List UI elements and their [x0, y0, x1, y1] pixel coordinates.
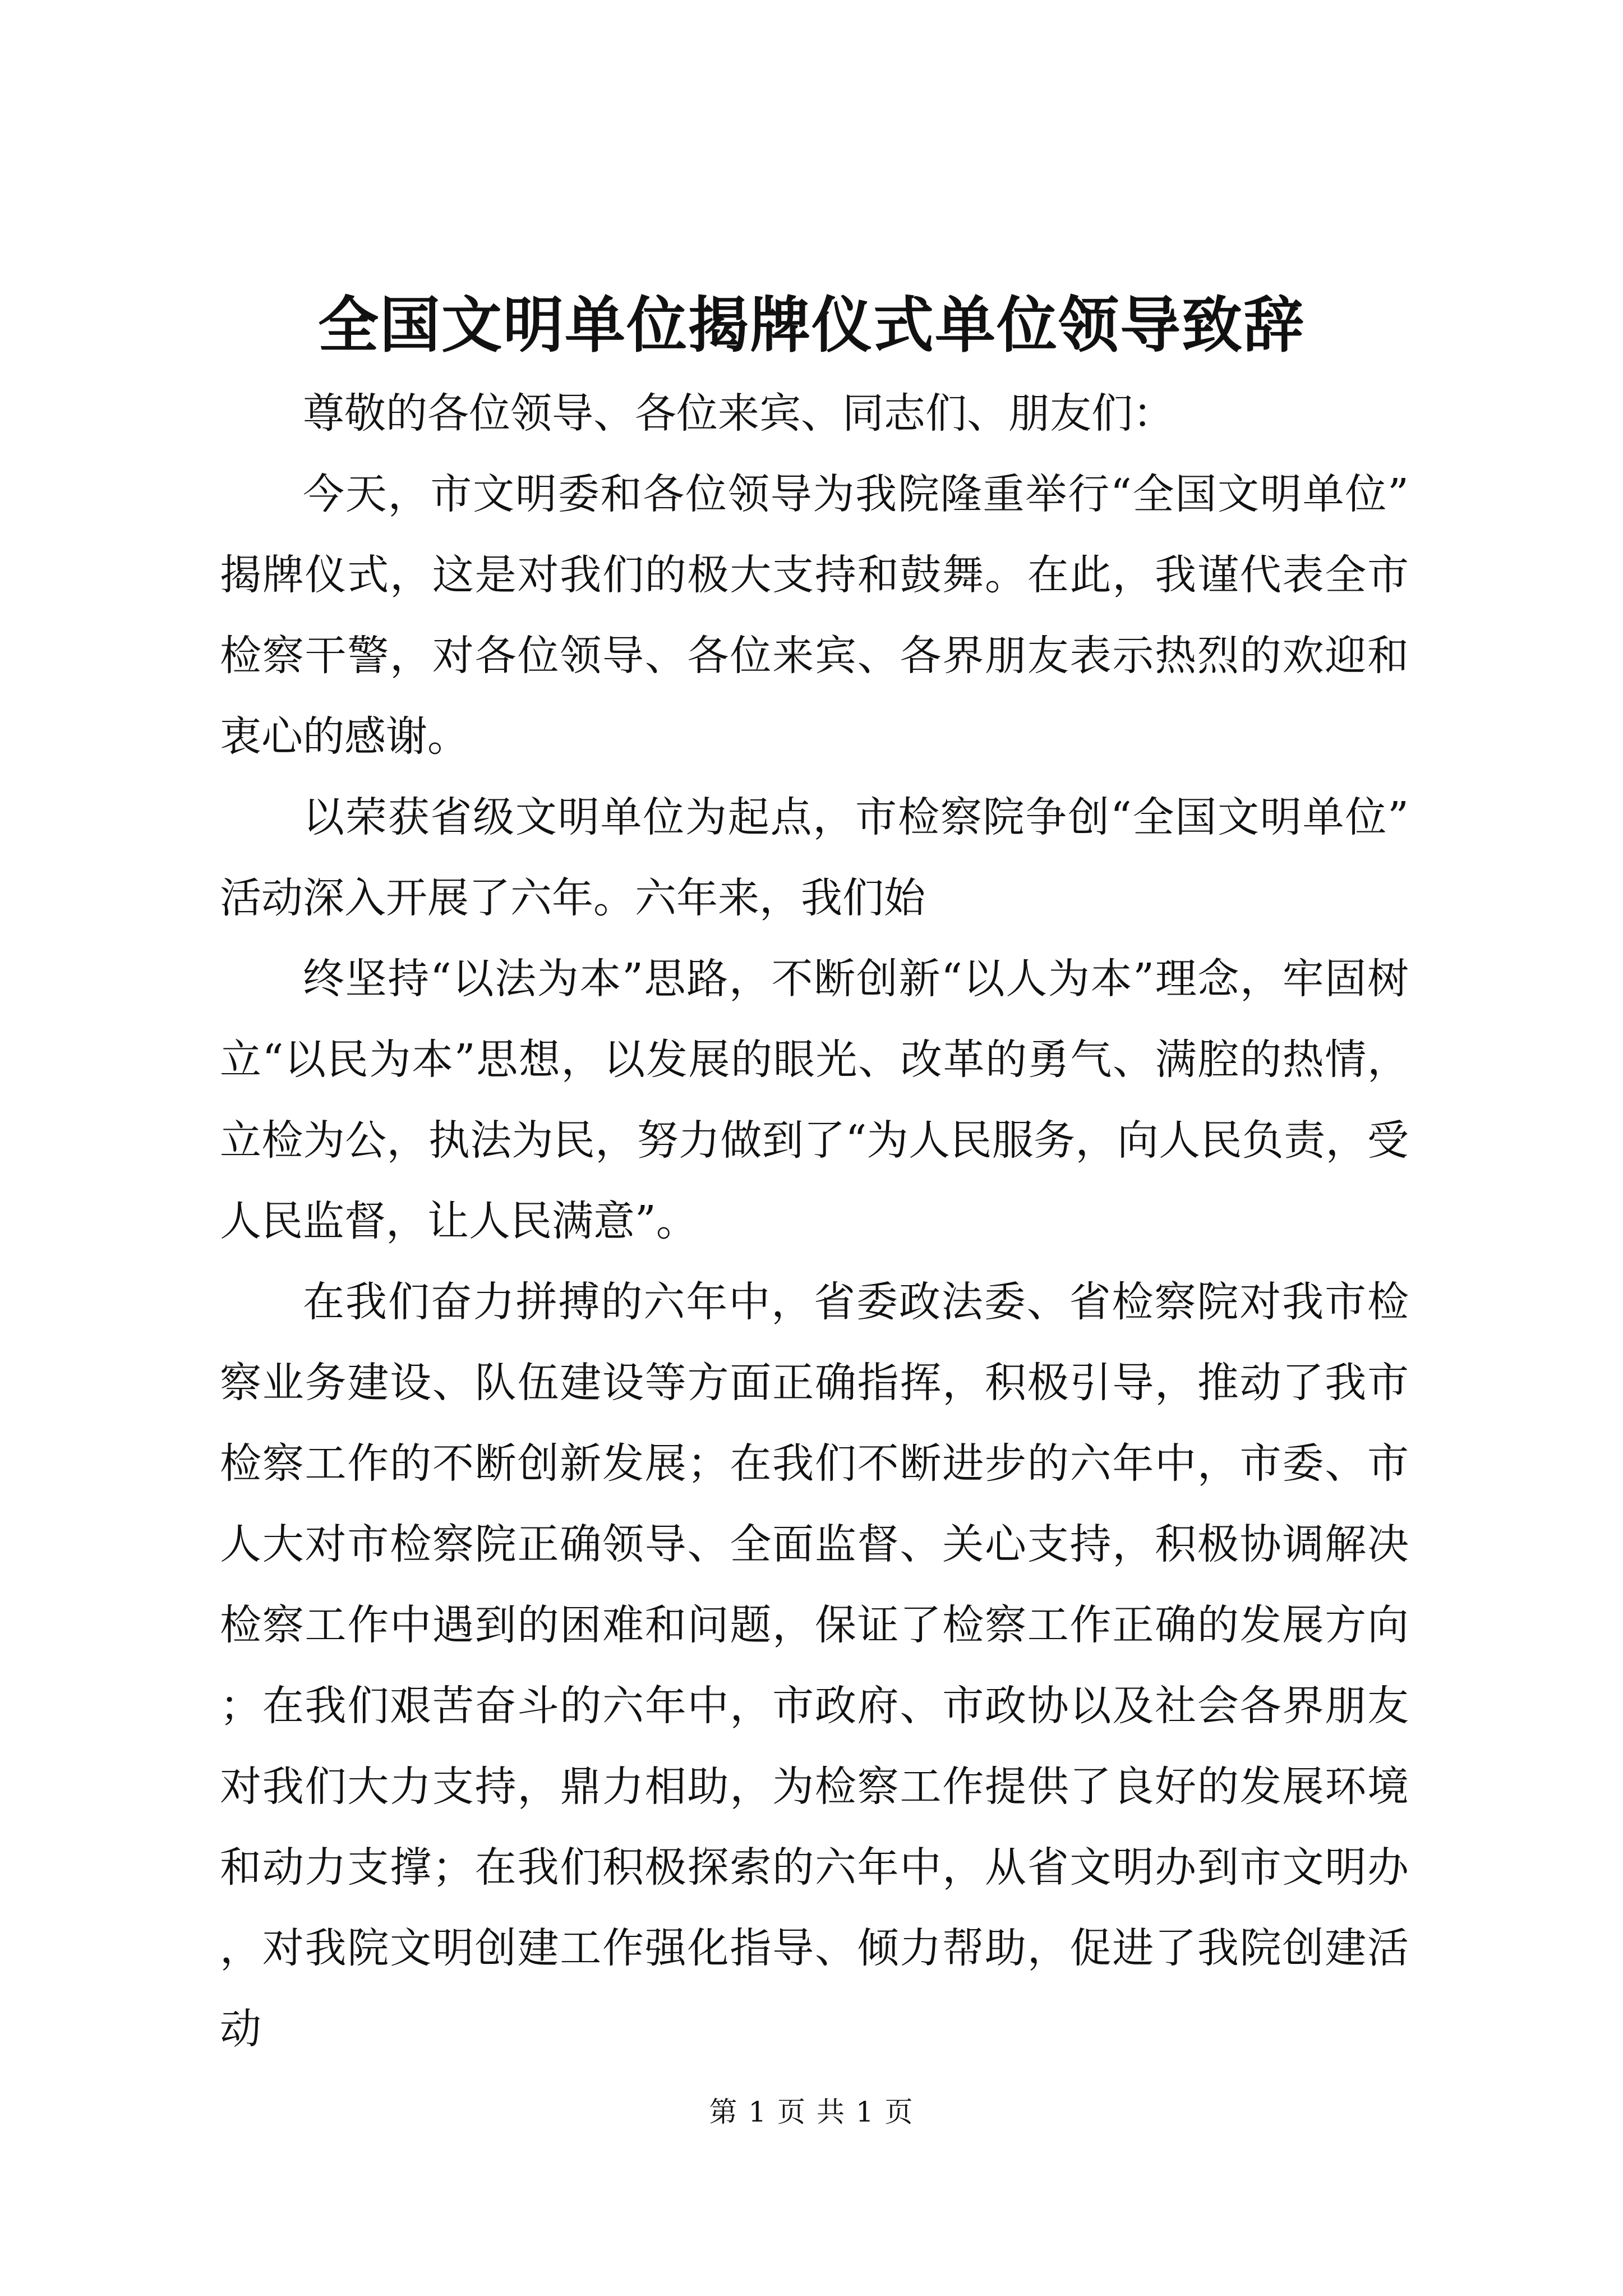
- body-paragraph-4: 在我们奋力拼搏的六年中，省委政法委、省检察院对我市检察业务建设、队伍建设等方面正确指挥，积极引导，推动了我市检察工作的不断创新发展；在我们不断进步的六年中，市委、市人大对市检察院正确领导、全面监督、关心支持，积极协调解决检察工作中遇到的困难和问题，保证了检察工作正确的发展方向；在我们艰苦奋斗的六年中，市政府、市政协以及社会各界朋友对我们大力支持，鼎力相助，为检察工作提供了良好的发展环境和动力支撑；在我们积极探索的六年中，从省文明办到市文明办，对我院文明创建工作强化指导、倾力帮助，促进了我院创建活动: [220, 1278, 1409, 2053]
- body-paragraph-2: 以荣获省级文明单位为起点，市检察院争创“全国文明单位”活动深入开展了六年。六年来，我们始: [220, 793, 1409, 922]
- salutation-paragraph: 尊敬的各位领导、各位来宾、同志们、朋友们：: [303, 389, 1174, 438]
- body-paragraph-1: 今天，市文明委和各位领导为我院隆重举行“全国文明单位”揭牌仪式，这是对我们的极大支持和鼓舞。在此，我谨代表全市检察干警，对各位领导、各位来宾、各界朋友表示热烈的欢迎和衷心的感谢。: [220, 470, 1409, 761]
- page-footer: 第 1 页 共 1 页: [709, 2096, 914, 2128]
- body-paragraph-3: 终坚持“以法为本”思路，不断创新“以人为本”理念，牢固树立“以民为本”思想，以发展的眼光、改革的勇气、满腔的热情，立检为公，执法为民，努力做到了“为人民服务，向人民负责，受人民监督，让人民满意”。: [220, 955, 1409, 1245]
- document-title: 全国文明单位揭牌仪式单位领导致辞: [317, 290, 1305, 361]
- document-body: [220, 373, 1409, 2069]
